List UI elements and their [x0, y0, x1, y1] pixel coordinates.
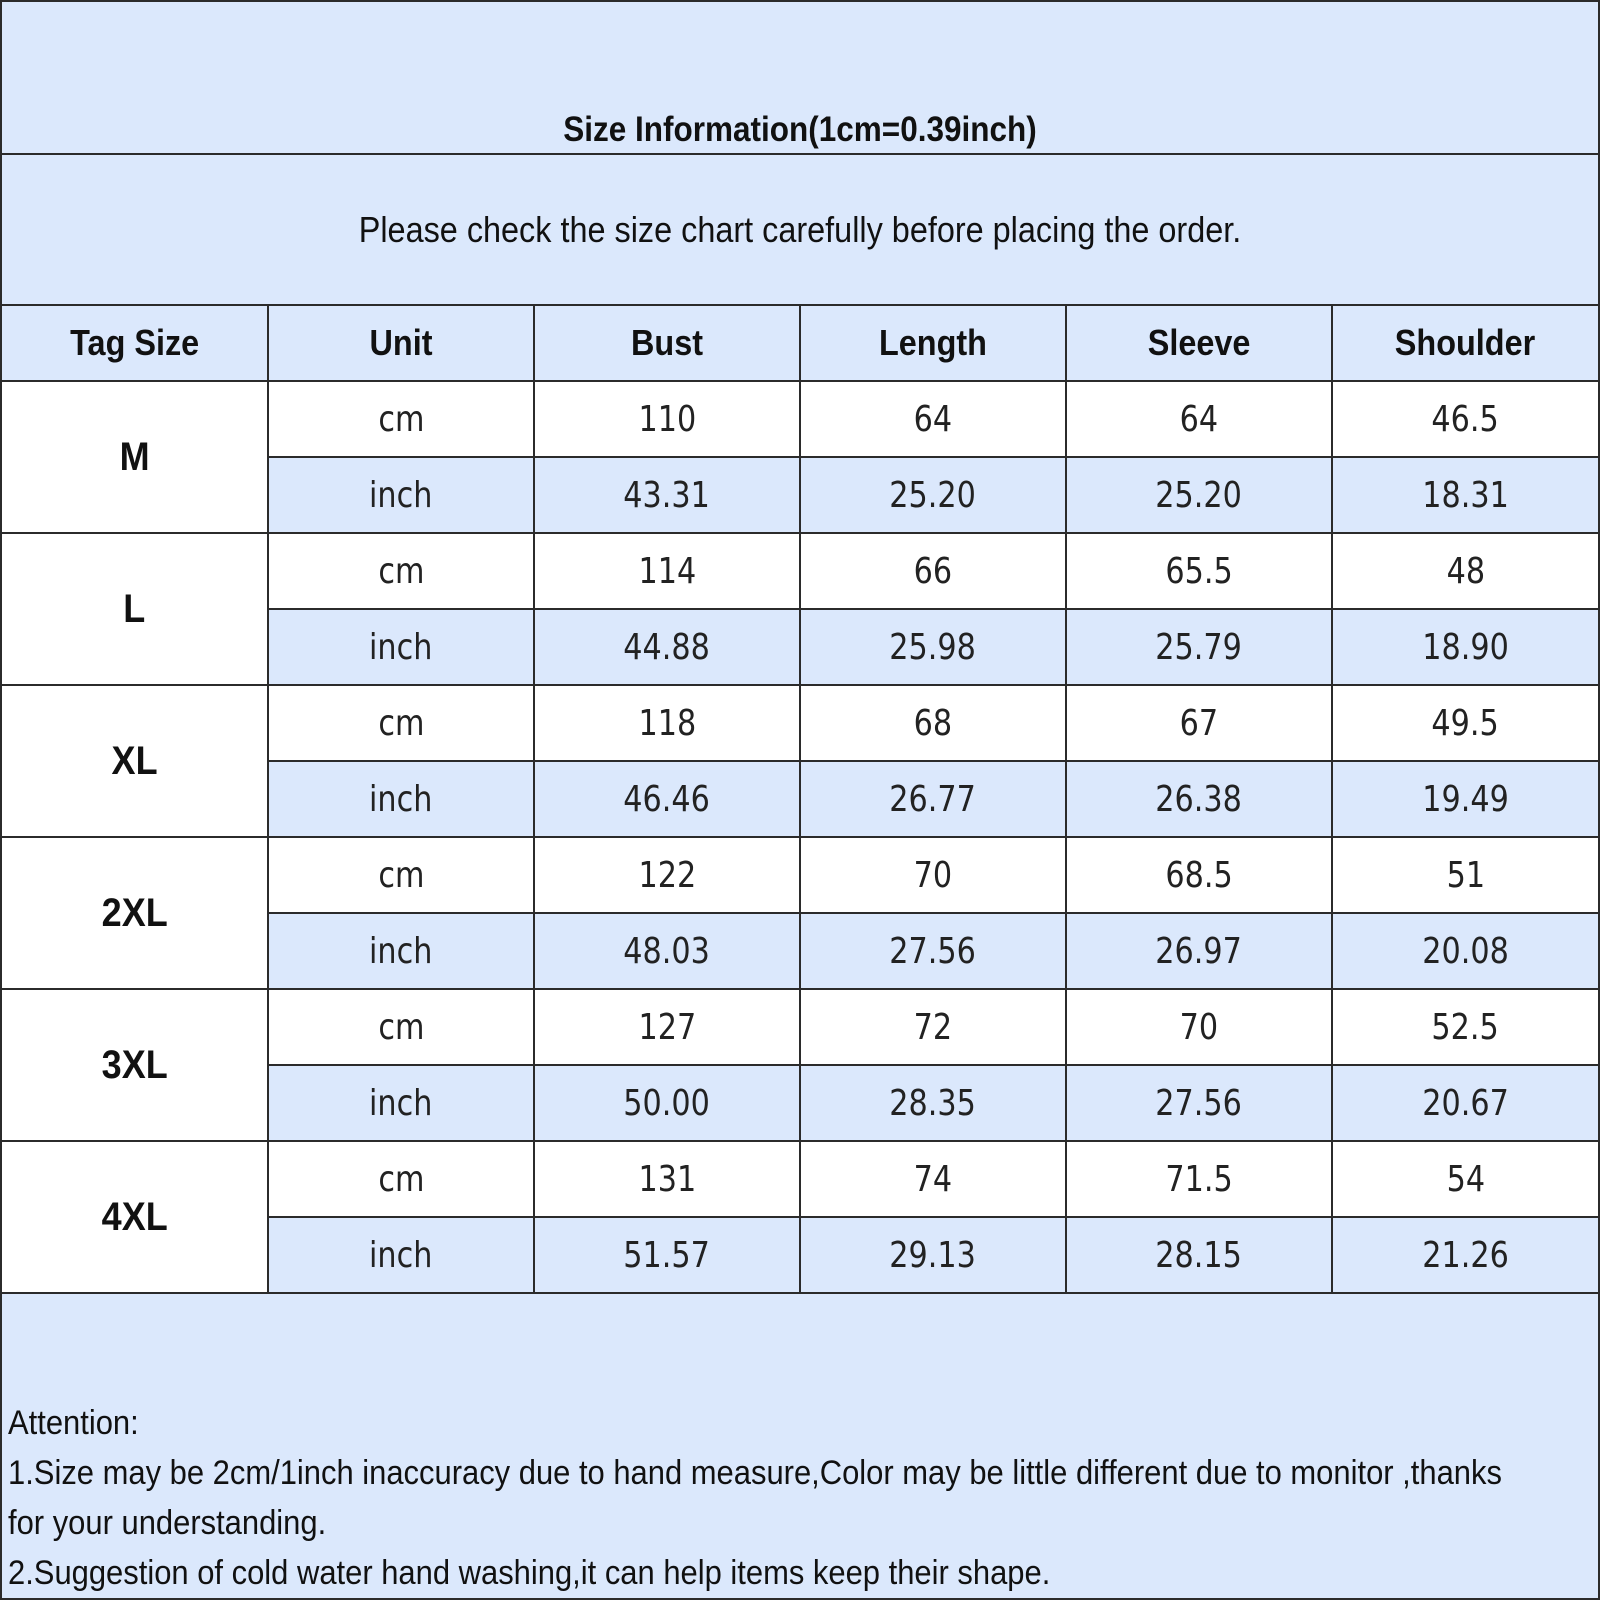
sleeve-cell: 70 [1066, 989, 1332, 1065]
unit-cell: inch [268, 913, 534, 989]
table-row [2, 1141, 1598, 1217]
sleeve-cell: 28.15 [1066, 1217, 1332, 1293]
sleeve-cell: 26.38 [1066, 761, 1332, 837]
shoulder-cell: 51 [1332, 837, 1598, 913]
size-table [2, 306, 1598, 1294]
length-cell: 66 [800, 533, 1066, 609]
unit-cell: cm [268, 1141, 534, 1217]
bust-cell: 50.00 [534, 1065, 800, 1141]
unit-cell: cm [268, 381, 534, 457]
unit-cell: inch [268, 761, 534, 837]
table-row [2, 381, 1598, 457]
bust-cell: 48.03 [534, 913, 800, 989]
length-cell: 28.35 [800, 1065, 1066, 1141]
length-cell: 64 [800, 381, 1066, 457]
unit-cell: inch [268, 609, 534, 685]
note-band [2, 155, 1598, 306]
bust-cell: 122 [534, 837, 800, 913]
shoulder-cell: 49.5 [1332, 685, 1598, 761]
length-cell: 25.98 [800, 609, 1066, 685]
tag-size-cell: XL [2, 685, 268, 837]
shoulder-cell: 48 [1332, 533, 1598, 609]
sleeve-cell: 25.20 [1066, 457, 1332, 533]
shoulder-cell: 19.49 [1332, 761, 1598, 837]
sleeve-cell: 26.97 [1066, 913, 1332, 989]
bust-cell: 131 [534, 1141, 800, 1217]
sleeve-cell: 27.56 [1066, 1065, 1332, 1141]
shoulder-cell: 54 [1332, 1141, 1598, 1217]
tag-size-cell: 4XL [2, 1141, 268, 1293]
shoulder-cell: 20.67 [1332, 1065, 1598, 1141]
attention-line: 1.Size may be 2cm/1inch inaccuracy due to hand measure,Color may be little different due to monitor ,thanks [8, 1454, 1502, 1492]
bust-cell: 127 [534, 989, 800, 1065]
tag-size-cell: 3XL [2, 989, 268, 1141]
header-unit: Unit [268, 306, 534, 381]
sleeve-cell: 71.5 [1066, 1141, 1332, 1217]
bust-cell: 51.57 [534, 1217, 800, 1293]
length-cell: 72 [800, 989, 1066, 1065]
unit-cell: cm [268, 533, 534, 609]
shoulder-cell: 20.08 [1332, 913, 1598, 989]
bust-cell: 118 [534, 685, 800, 761]
table-row [2, 685, 1598, 761]
shoulder-cell: 52.5 [1332, 989, 1598, 1065]
sleeve-cell: 67 [1066, 685, 1332, 761]
sleeve-cell: 68.5 [1066, 837, 1332, 913]
length-cell: 27.56 [800, 913, 1066, 989]
header-bust: Bust [534, 306, 800, 381]
length-cell: 68 [800, 685, 1066, 761]
unit-cell: cm [268, 837, 534, 913]
sleeve-cell: 65.5 [1066, 533, 1332, 609]
length-cell: 70 [800, 837, 1066, 913]
page-title: Size Information(1cm=0.39inch) [563, 110, 1037, 149]
table-row [2, 837, 1598, 913]
tag-size-cell: L [2, 533, 268, 685]
tag-size-cell: 2XL [2, 837, 268, 989]
attention-line: for your understanding. [8, 1504, 327, 1542]
title-band [2, 2, 1598, 155]
table-row [2, 989, 1598, 1065]
bust-cell: 114 [534, 533, 800, 609]
table-header-row [2, 306, 1598, 381]
shoulder-cell: 18.31 [1332, 457, 1598, 533]
header-shoulder: Shoulder [1332, 306, 1598, 381]
sleeve-cell: 64 [1066, 381, 1332, 457]
length-cell: 74 [800, 1141, 1066, 1217]
attention-line: 2.Suggestion of cold water hand washing,it can help items keep their shape. [8, 1554, 1051, 1592]
shoulder-cell: 18.90 [1332, 609, 1598, 685]
unit-cell: inch [268, 1217, 534, 1293]
unit-cell: cm [268, 685, 534, 761]
sleeve-cell: 25.79 [1066, 609, 1332, 685]
attention-notes [8, 1398, 1588, 1598]
bust-cell: 44.88 [534, 609, 800, 685]
length-cell: 25.20 [800, 457, 1066, 533]
header-sleeve: Sleeve [1066, 306, 1332, 381]
table-row [2, 533, 1598, 609]
length-cell: 26.77 [800, 761, 1066, 837]
shoulder-cell: 21.26 [1332, 1217, 1598, 1293]
bust-cell: 46.46 [534, 761, 800, 837]
shoulder-cell: 46.5 [1332, 381, 1598, 457]
attention-heading: Attention: [8, 1404, 139, 1442]
header-tag-size: Tag Size [2, 306, 268, 381]
unit-cell: inch [268, 457, 534, 533]
tag-size-cell: M [2, 381, 268, 533]
bust-cell: 43.31 [534, 457, 800, 533]
unit-cell: cm [268, 989, 534, 1065]
header-length: Length [800, 306, 1066, 381]
order-note: Please check the size chart carefully before placing the order. [358, 209, 1242, 250]
length-cell: 29.13 [800, 1217, 1066, 1293]
unit-cell: inch [268, 1065, 534, 1141]
bust-cell: 110 [534, 381, 800, 457]
